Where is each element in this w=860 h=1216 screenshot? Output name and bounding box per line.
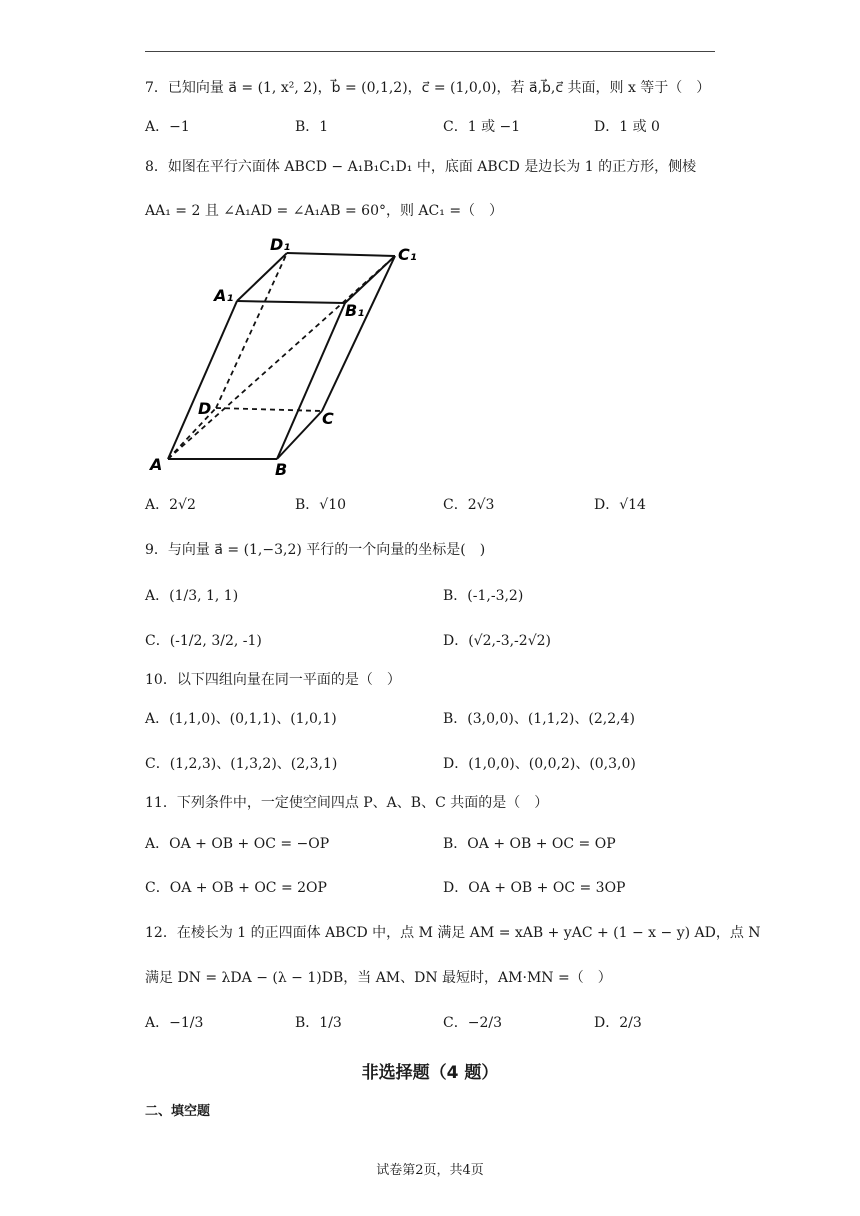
- label-b1: B₁: [345, 301, 365, 320]
- q10-option-a: A．(1,1,0)、(0,1,1)、(1,0,1): [145, 711, 337, 727]
- q11-option-a: A．OA + OB + OC = −OP: [145, 836, 330, 852]
- q12-option-b: B．1/3: [295, 1015, 342, 1031]
- q9-option-c: C．(-1/2, 3/2, -1): [145, 633, 262, 649]
- q9-option-a: A．(1/3, 1, 1): [145, 588, 239, 604]
- q10-option-b: B．(3,0,0)、(1,1,2)、(2,2,4): [443, 711, 635, 727]
- q8-option-c: C．2√3: [443, 497, 495, 513]
- label-c1: C₁: [398, 245, 417, 264]
- q10-option-c: C．(1,2,3)、(1,3,2)、(2,3,1): [145, 756, 338, 772]
- q10-option-d: D．(1,0,0)、(0,0,2)、(0,3,0): [443, 756, 636, 772]
- q9-option-b: B．(-1,-3,2): [443, 588, 524, 604]
- q8-option-d: D．√14: [594, 497, 646, 513]
- q9-option-d: D．(√2,-3,-2√2): [443, 633, 551, 649]
- q12-stem-line1: 12．在棱长为 1 的正四面体 ABCD 中，点 M 满足 AM = xAB + yAC + (1 − x − y) AD，点 N: [145, 925, 761, 941]
- q7-option-a: A．−1: [145, 119, 190, 135]
- page-footer: 试卷第2页，共4页: [376, 1163, 484, 1178]
- q10-stem: 10．以下四组向量在同一平面的是（ ）: [145, 672, 401, 688]
- q7-stem: 7．已知向量 a⃗ = (1, x², 2)，b⃗ = (0,1,2)，c⃗ = (1,0,0)，若 a⃗,b⃗,c⃗ 共面，则 x 等于（ ）: [145, 80, 711, 96]
- section-heading: 二、填空题: [145, 1104, 211, 1119]
- label-c: C: [322, 409, 334, 428]
- q8-option-b: B．√10: [295, 497, 347, 513]
- q12-stem-line2: 满足 DN = λDA − (λ − 1)DB，当 AM、DN 最短时，AM·MN =（ ）: [145, 970, 612, 986]
- header-rule: [145, 51, 715, 52]
- label-a1: A₁: [214, 286, 234, 305]
- q12-option-d: D．2/3: [594, 1015, 642, 1031]
- q12-option-a: A．−1/3: [145, 1015, 204, 1031]
- q7-option-d: D．1 或 0: [594, 119, 660, 135]
- q8-option-a: A．2√2: [145, 497, 196, 513]
- q8-stem-line2: AA₁ = 2 且 ∠A₁AD = ∠A₁AB = 60°，则 AC₁ =（ ）: [145, 203, 504, 219]
- section-title: 非选择题（4 题）: [361, 1063, 499, 1083]
- q9-stem: 9．与向量 a⃗ = (1,−3,2) 平行的一个向量的坐标是( ): [145, 542, 486, 558]
- label-d: D: [198, 399, 212, 418]
- q11-option-b: B．OA + OB + OC = OP: [443, 836, 616, 852]
- label-b: B: [275, 460, 288, 479]
- q8-stem-line1: 8．如图在平行六面体 ABCD − A₁B₁C₁D₁ 中，底面 ABCD 是边长为 1 的正方形，侧棱: [145, 159, 697, 175]
- q11-option-c: C．OA + OB + OC = 2OP: [145, 880, 327, 896]
- q11-stem: 11．下列条件中，一定使空间四点 P、A、B、C 共面的是（ ）: [145, 795, 549, 811]
- parallelepiped-figure: [140, 228, 430, 483]
- label-a: A: [150, 455, 163, 474]
- q11-option-d: D．OA + OB + OC = 3OP: [443, 880, 626, 896]
- q12-option-c: C．−2/3: [443, 1015, 502, 1031]
- label-d1: D₁: [270, 235, 291, 254]
- q7-option-b: B．1: [295, 119, 329, 135]
- q7-option-c: C．1 或 −1: [443, 119, 521, 135]
